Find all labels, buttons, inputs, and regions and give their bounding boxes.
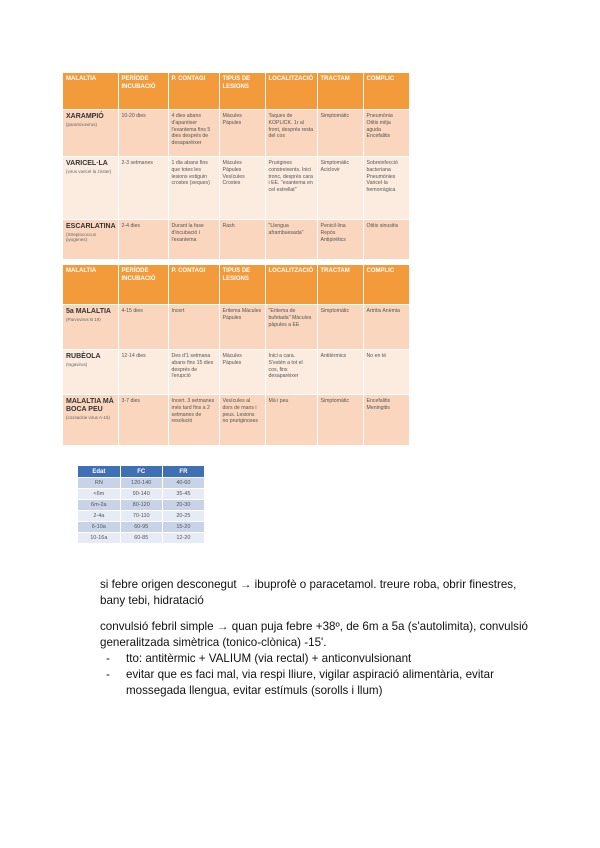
table-row — [63, 157, 409, 220]
disease-table-2 — [63, 265, 410, 445]
header-cell: FC — [120, 466, 162, 478]
table-cell: "Eritema de bufetada" Màcules pàpules a EE — [265, 305, 317, 350]
table-cell: Màcules Pàpules — [219, 110, 265, 157]
header-cell: MALALTIA — [63, 73, 118, 110]
table-row — [78, 489, 205, 500]
table-header-row — [63, 265, 409, 305]
table-row — [78, 478, 205, 489]
header-cell: PERÍODE INCUBACIÓ — [118, 265, 168, 305]
disease-agent: (virus varicel·la zòster) — [66, 169, 112, 175]
table-row — [78, 500, 205, 511]
table-cell: 1 dia abans fins que totes les lesions estiguin crostes (seques) — [168, 157, 219, 220]
treatment-list — [100, 651, 528, 699]
disease-cell — [63, 350, 118, 395]
table-cell: 10-20 dies — [118, 110, 168, 157]
table-cell: 10-16a — [78, 533, 120, 544]
header-cell: P. CONTAGI — [168, 265, 219, 305]
table-cell: Prurigines constreixents. Inici tronc, després cara i EE. "exantema en cel estrellat" — [265, 157, 317, 220]
header-cell: Edat — [78, 466, 120, 478]
table-cell: 70-110 — [120, 511, 162, 522]
table-cell: 12-14 dies — [118, 350, 168, 395]
disease-cell — [63, 220, 118, 260]
table-cell: 4 dies abans d'aparèixer l'exantema fins 5 dies després de desaparèixer — [168, 110, 219, 157]
table-header-row — [78, 466, 205, 478]
table-cell: 120-140 — [120, 478, 162, 489]
table-cell: 60-95 — [120, 522, 162, 533]
disease-name: VARICEL·LA — [66, 160, 108, 167]
table-cell: 90-140 — [120, 489, 162, 500]
table-cell: 12-20 — [162, 533, 204, 544]
table-cell: 15-20 — [162, 522, 204, 533]
list-item — [100, 667, 528, 699]
table-cell: RN — [78, 478, 120, 489]
table-cell: Penicil·lina Repòs Antipirètics — [317, 220, 363, 260]
disease-name: RUBÈOLA — [66, 353, 101, 360]
table-cell: Simptomàtic — [317, 110, 363, 157]
table-row — [63, 220, 409, 260]
disease-name: 5a MALALTIA — [66, 308, 111, 315]
table-cell: Otitis sinusitis — [363, 220, 409, 260]
list-item — [100, 651, 528, 667]
table-cell: 2-3 setmanes — [118, 157, 168, 220]
table-cell: Simptomàtic — [317, 305, 363, 350]
disease-name: MALALTIA MÀ BOCA PEU — [66, 398, 114, 414]
table-cell: Incert. 3 setmanes més tard fins a 2 setmanes de resolució — [168, 395, 219, 446]
table-row — [78, 511, 205, 522]
bullet-marker: - — [106, 668, 110, 681]
table-cell: Rash — [219, 220, 265, 260]
table-cell: <6m — [78, 489, 120, 500]
table-cell: 40-60 — [162, 478, 204, 489]
header-cell: PERÍODE INCUBACIÓ — [118, 73, 168, 110]
table-cell: No en té — [363, 350, 409, 395]
table-row — [63, 110, 409, 157]
table-cell: 6-10a — [78, 522, 120, 533]
table-cell: Simptomàtic Aciclovir — [317, 157, 363, 220]
table-cell: 6m-2a — [78, 500, 120, 511]
header-cell: COMPLIC — [363, 73, 409, 110]
table-cell: 35-45 — [162, 489, 204, 500]
table-cell: 60-85 — [120, 533, 162, 544]
table-cell: Simptomàtic — [317, 395, 363, 446]
disease-cell — [63, 157, 118, 220]
disease-agent: (coxsackie virus A-16) — [66, 415, 111, 421]
header-cell: MALALTIA — [63, 265, 118, 305]
disease-agent: (Streptococcus pyogenes) — [66, 232, 97, 243]
table-row — [63, 350, 409, 395]
table-cell: Inici a cara. S'estén a tot el cos, fins desaparèixer — [265, 350, 317, 395]
table-cell: Antitèrmics — [317, 350, 363, 395]
header-cell: TIPUS DE LESIONS — [219, 265, 265, 305]
table-cell: Vesícules al dors de mans i peus. Lesions no pruriginoses — [219, 395, 265, 446]
table-cell: Des d'1 setmana abans fins 15 dies després de l'erupció — [168, 350, 219, 395]
disease-name: XARAMPIÓ — [66, 113, 104, 120]
list-item-text: evitar que es faci mal, via respi lliure, vigilar aspiració alimentària, evitar mossegada llengua, evitar estímuls (sorolls i llum) — [126, 668, 494, 697]
table-cell: Encefalitis Meningitis — [363, 395, 409, 446]
table-cell: Artritis Anèmia — [363, 305, 409, 350]
disease-cell — [63, 395, 118, 446]
table-cell: 20-25 — [162, 511, 204, 522]
header-cell: TIPUS DE LESIONS — [219, 73, 265, 110]
table-cell: Mà i peu — [265, 395, 317, 446]
header-cell: COMPLIC — [363, 265, 409, 305]
table-cell: 4-15 dies — [118, 305, 168, 350]
table-cell: Màcules Pàpules Vesícules Crostes — [219, 157, 265, 220]
table-cell: 2-4 dies — [118, 220, 168, 260]
table-cell: Sobreinfecció bacteriana Pneumònies Varicel·la hemorràgica — [363, 157, 409, 220]
header-cell: LOCALITZACIÓ — [265, 73, 317, 110]
table-row — [78, 522, 205, 533]
table-cell: 2-4a — [78, 511, 120, 522]
febrile-seizure-paragraph: convulsió febril simple → quan puja febre +38º, de 6m a 5a (s'autolimita), convulsió generalitzada simètrica (tonico-clònica) -15'. — [100, 620, 528, 649]
table-cell: Pneumònia Otitis mitja aguda Encefalitis — [363, 110, 409, 157]
table-row — [63, 395, 409, 446]
disease-name: ESCARLATINA — [66, 223, 116, 230]
header-cell: TRACTAM — [317, 73, 363, 110]
table-cell: Taques de KOPLICK. 1r al front, després resta del cos — [265, 110, 317, 157]
disease-agent: (paramixovirus) — [66, 122, 98, 128]
list-item-text: tto: antitèrmic + VALIUM (via rectal) + anticonvulsionant — [126, 652, 412, 665]
table-cell: Eritema Màcules Pàpules — [219, 305, 265, 350]
table-cell: "Llengua aframbuesada" — [265, 220, 317, 260]
table-cell: 20-30 — [162, 500, 204, 511]
disease-agent: (togavirus) — [66, 362, 88, 368]
disease-cell — [63, 305, 118, 350]
disease-table-1 — [63, 73, 410, 259]
bullet-marker: - — [106, 652, 110, 665]
fever-paragraph: si febre origen desconegut → ibuprofè o paracetamol. treure roba, obrir finestres, bany tebi, hidratació — [100, 578, 517, 607]
table-header-row — [63, 73, 409, 110]
vital-signs-table — [78, 466, 205, 543]
header-cell: P. CONTAGI — [168, 73, 219, 110]
table-cell: Màcules Pàpules — [219, 350, 265, 395]
table-cell: Incert — [168, 305, 219, 350]
table-row — [78, 533, 205, 544]
header-cell: FR — [162, 466, 204, 478]
disease-cell — [63, 110, 118, 157]
table-cell: 3-7 dies — [118, 395, 168, 446]
header-cell: TRACTAM — [317, 265, 363, 305]
disease-agent: (Parvovirus B 19) — [66, 317, 101, 323]
header-cell: LOCALITZACIÓ — [265, 265, 317, 305]
table-cell: Durant la fase d'incubació i l'exantema — [168, 220, 219, 260]
table-row — [63, 305, 409, 350]
table-cell: 80-120 — [120, 500, 162, 511]
